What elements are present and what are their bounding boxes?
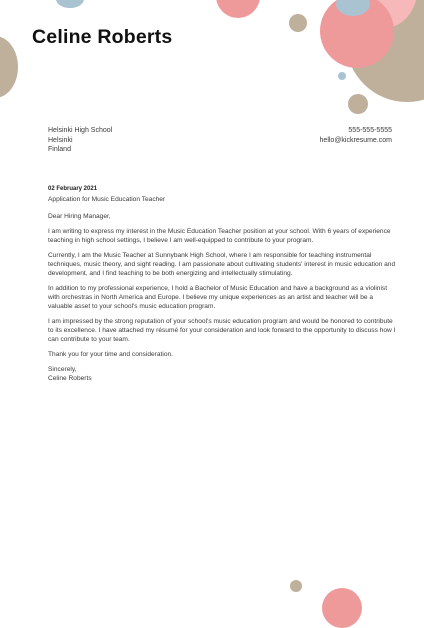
contact-info	[320, 126, 392, 145]
decor-circle-left-tan	[0, 36, 18, 98]
letter-body	[48, 212, 396, 383]
decor-circle-top-left	[56, 0, 84, 8]
body-paragraph-1: I am writing to express my interest in the Music Education Teacher position at your school. With 6 years of experience teaching in high school settings, I believe I am well-equipped to contribute to your program.	[48, 228, 391, 244]
salutation: Dear Hiring Manager,	[48, 213, 111, 220]
closing: Sincerely,	[48, 366, 77, 373]
body-paragraph-4: I am impressed by the strong reputation of your school's music education program and would be honored to contribute to its excellence. I have attached my résumé for your consideration and look forward to the opportunity to discuss how I can contribute to your team.	[48, 318, 396, 343]
decor-circle-mid-tan	[348, 94, 368, 114]
letter-date: 02 February 2021	[48, 186, 98, 192]
decor-circle-tiny-blue	[338, 72, 346, 80]
body-paragraph-3: In addition to my professional experience, I hold a Bachelor of Music Education and have a background as a violinist with orchestras in North America and Europe. I believe my unique experiences as an artist and teacher will be a valuable asset to your school's music education program.	[48, 285, 388, 310]
decor-circle-top-pink	[216, 0, 260, 18]
body-paragraph-2: Currently, I am the Music Teacher at Sunnybank High School, where I am responsible for teaching instrumental techniques, music theory, and sight reading. I am passionate about cultivating students' interest in music education and development, and I find teaching to be both energizing and intellectually stimulating.	[48, 252, 396, 277]
decor-circle-small-tan	[289, 14, 307, 32]
applicant-name: Celine Roberts	[32, 26, 173, 48]
decor-circle-bottom-tan	[290, 580, 302, 592]
recipient-country: Finland	[48, 146, 71, 153]
body-paragraph-5: Thank you for your time and consideration.	[48, 351, 173, 358]
recipient-address	[48, 126, 112, 155]
contact-email: hello@kickresume.com	[319, 136, 392, 144]
signature-name: Celine Roberts	[48, 375, 92, 382]
letter-subject: Application for Music Education Teacher	[48, 196, 166, 203]
signature-block	[48, 365, 396, 383]
recipient-school: Helsinki High School	[48, 127, 113, 134]
contact-phone: 555-555-5555	[348, 127, 392, 134]
recipient-city: Helsinki	[48, 136, 73, 144]
decor-circle-bottom-pink	[322, 588, 362, 628]
